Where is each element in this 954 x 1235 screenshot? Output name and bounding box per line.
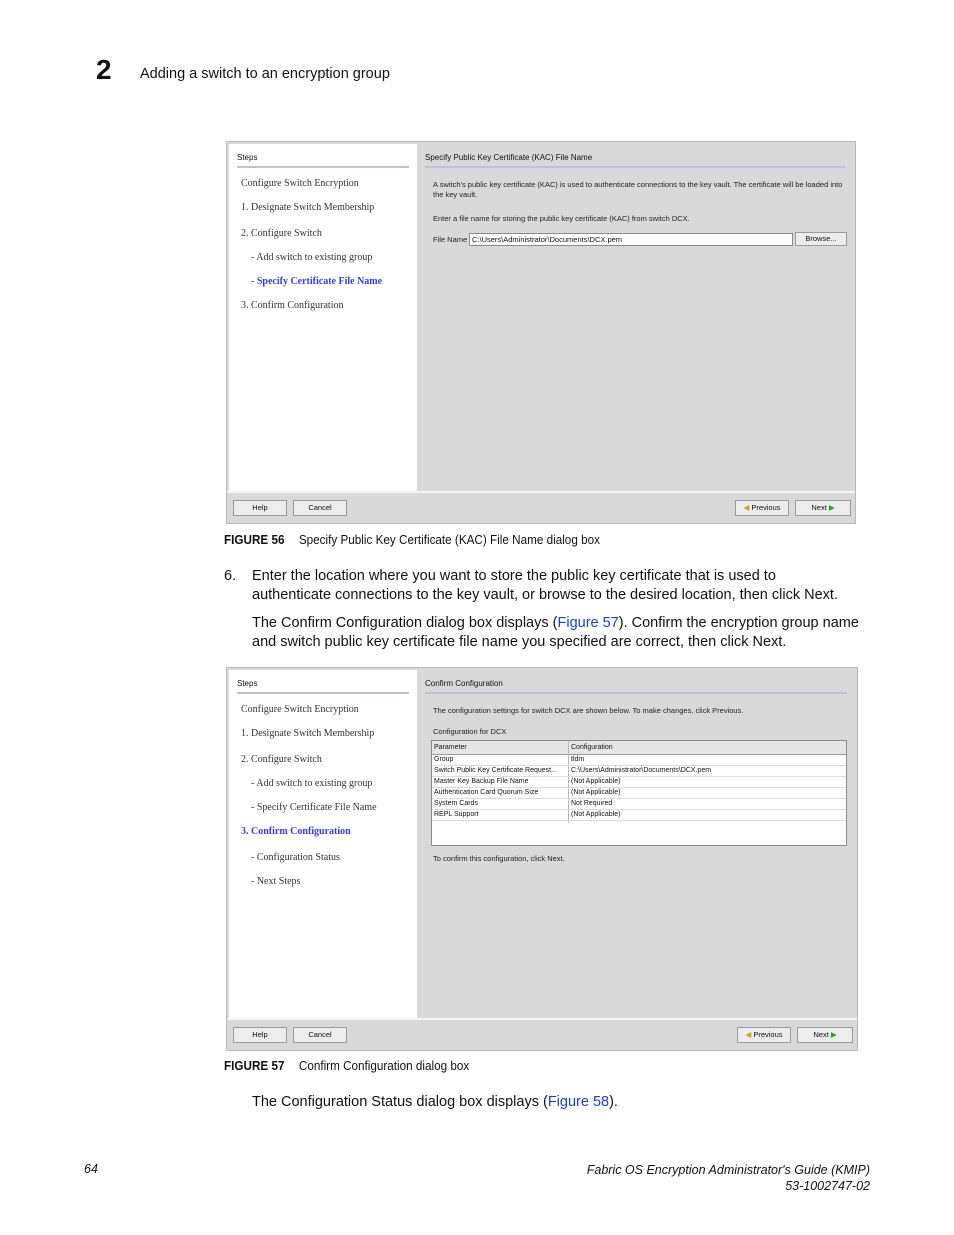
step-designate-membership: 1. Designate Switch Membership [241,728,375,739]
button-bar [227,491,855,523]
file-name-label: File Name [433,235,468,244]
table-cell: Master Key Backup File Name [434,778,529,785]
figure-56-label: FIGURE 56 [224,532,285,547]
document-title: Fabric OS Encryption Administrator's Guide (KMIP) [586,1163,870,1177]
cancel-button[interactable]: Cancel [293,1027,347,1043]
step-6-paragraph [252,614,892,652]
para-text: ). [609,1094,618,1110]
footer-info [587,1162,870,1194]
table-cell: tldm [571,756,585,763]
column-header-parameter: Parameter [434,744,467,751]
figure-57-caption-text: Confirm Configuration dialog box [298,1058,470,1073]
para-text: dialog box displays ( [422,615,558,631]
step-confirm-configuration: 3. Confirm Configuration [241,826,351,837]
steps-heading: Steps [237,153,258,162]
table-cell: System Cards [434,800,478,807]
figure-57-screenshot [226,667,858,1051]
table-cell: REPL Support [434,811,479,818]
step-add-switch: - Add switch to existing group [251,252,373,263]
step-configure-encryption: Configure Switch Encryption [241,704,359,715]
help-button[interactable]: Help [233,1027,287,1043]
previous-label: Previous [753,1030,783,1039]
step-configure-switch: 2. Configure Switch [241,228,322,239]
figure-56-screenshot [226,141,856,524]
table-cell: C:\Users\Administrator\Documents\DCX.pem [571,767,712,774]
figure-56-caption [224,532,600,547]
panel-instruction: Enter a file name for storing the public key certificate (KAC) from switch DCX. [433,214,690,223]
help-button[interactable]: Help [233,500,287,516]
table-cell: (Not Applicable) [571,811,621,818]
para-text: The [252,615,282,631]
step-configuration-status: - Configuration Status [251,852,340,863]
table-cell: (Not Applicable) [571,778,621,785]
steps-panel [229,670,417,1018]
step-6-number: 6. [224,568,237,584]
next-arrow-icon: ▶ [826,503,835,512]
panel-description: The configuration settings for switch DCX are shown below. To make changes, click Previous. [433,706,744,715]
step-6-period: . [833,587,838,603]
column-header-configuration: Configuration [571,744,613,751]
configuration-table [431,740,847,846]
panel-title: Specify Public Key Certificate (KAC) File Name [425,153,593,162]
page-number: 64 [84,1162,98,1176]
configuration-status-paragraph [252,1093,618,1112]
next-label: Next [813,1030,829,1039]
browse-button[interactable]: Browse... [795,232,847,246]
confirm-text: To confirm this configuration, click Next. [433,854,565,863]
next-arrow-icon: ▶ [828,1030,837,1039]
figure-57-link[interactable]: Figure 57 [557,615,619,631]
step-configure-switch: 2. Configure Switch [241,754,322,765]
next-button[interactable] [795,500,851,516]
table-cell: Group [434,756,454,763]
file-name-input[interactable]: C:\Users\Administrator\Documents\DCX.pem [469,233,793,246]
figure-57-label: FIGURE 57 [224,1058,285,1073]
chapter-title: Adding a switch to an encryption group [140,66,390,82]
table-cell: Authentication Card Quorum Size [434,789,539,796]
document-id: 53-1002747-02 [785,1179,870,1193]
step-designate-membership: 1. Designate Switch Membership [241,202,375,213]
steps-heading: Steps [237,679,258,688]
table-title: Configuration for DCX [433,727,507,736]
steps-panel [229,144,417,491]
figure-57-caption [224,1058,469,1073]
cancel-button[interactable]: Cancel [293,500,347,516]
previous-button[interactable] [737,1027,791,1043]
chapter-number: 2 [96,54,112,85]
para-text: and switch public key certificate file name you specified are correct, then click [252,634,753,650]
previous-button[interactable] [735,500,789,516]
step-configure-encryption: Configure Switch Encryption [241,178,359,189]
content-panel [417,670,855,1018]
confirm-configuration-term: Confirm Configuration [281,615,423,631]
next-label: Next [811,503,827,512]
previous-arrow-icon: ◀ [745,1030,754,1039]
panel-description: A switch's public key certificate (KAC) is used to authenticate connections to the key vault. The certificate will be loaded into the key vault. [433,180,843,199]
table-cell: Switch Public Key Certificate Request... [434,767,557,774]
content-panel [417,144,853,491]
step-6-text [252,567,872,605]
previous-label: Previous [751,503,781,512]
step-6-line-1: Enter the location where you want to store the public key certificate that is used to [252,568,776,584]
para-text: dialog box displays ( [412,1094,548,1110]
next-term: Next [752,634,783,650]
next-button[interactable] [797,1027,853,1043]
table-cell: Not Required [571,800,613,807]
para-text: . [782,634,787,650]
step-next-steps: - Next Steps [251,876,301,887]
step-add-switch: - Add switch to existing group [251,778,373,789]
figure-56-caption-text: Specify Public Key Certificate (KAC) File Name dialog box [298,532,600,547]
step-specify-certificate: - Specify Certificate File Name [251,276,383,287]
step-specify-certificate: - Specify Certificate File Name [251,802,377,813]
step-6-line-2: authenticate connections to the key vault, or browse to the desired location, then click [252,587,805,603]
previous-arrow-icon: ◀ [743,503,752,512]
button-bar [227,1018,857,1050]
step-6-next-term: Next [804,587,834,603]
figure-58-link[interactable]: Figure 58 [547,1094,610,1110]
panel-title: Confirm Configuration [425,679,503,688]
table-cell: (Not Applicable) [571,789,621,796]
para-text: The [252,1094,282,1110]
step-confirm-configuration: 3. Confirm Configuration [241,300,344,311]
para-text: ). Confirm the encryption group name [618,615,859,631]
configuration-status-term: Configuration Status [281,1094,413,1110]
